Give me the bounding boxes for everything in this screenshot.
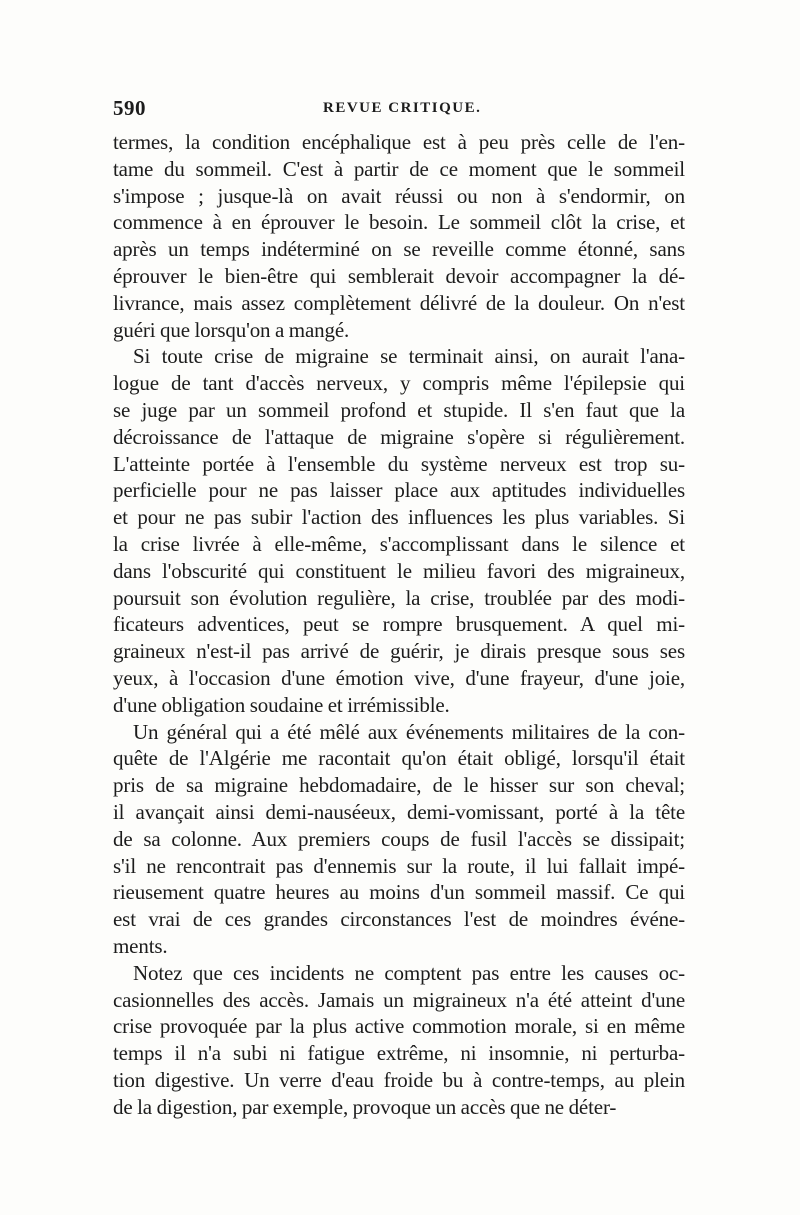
paragraph bbox=[113, 343, 685, 718]
text-line: tion digestive. Un verre d'eau froide bu à contre-temps, au plein bbox=[113, 1067, 685, 1092]
text-line: de sa colonne. Aux premiers coups de fusil l'accès se dissipait; bbox=[113, 826, 685, 851]
text-line: et pour ne pas subir l'action des influences les plus variables. Si bbox=[113, 505, 685, 530]
text-line: L'atteinte portée à l'ensemble du système nerveux est trop su- bbox=[113, 451, 685, 476]
text-line: quête de l'Algérie me racontait qu'on était obligé, lorsqu'il était bbox=[113, 746, 685, 771]
text-line: de la digestion, par exemple, provoque un accès que ne déter- bbox=[113, 1094, 617, 1119]
text-line: commence à en éprouver le besoin. Le sommeil clôt la crise, et bbox=[113, 210, 685, 235]
page-header bbox=[113, 96, 685, 126]
text-line: livrance, mais assez complètement délivré de la douleur. On n'est bbox=[113, 290, 685, 315]
running-title: REVUE CRITIQUE. bbox=[323, 100, 482, 116]
text-line: est vrai de ces grandes circonstances l'est de moindres événe- bbox=[113, 907, 685, 932]
text-line: perficielle pour ne pas laisser place aux aptitudes individuelles bbox=[113, 478, 685, 503]
text-line: se juge par un sommeil profond et stupide. Il s'en faut que la bbox=[113, 397, 685, 422]
text-line: graineux n'est-il pas arrivé de guérir, je dirais presque sous ses bbox=[113, 639, 685, 664]
text-line: dans l'obscurité qui constituent le milieu favori des migraineux, bbox=[113, 558, 685, 583]
text-line: s'il ne rencontrait pas d'ennemis sur la route, il lui fallait impé- bbox=[113, 853, 685, 878]
text-line: crise provoquée par la plus active commotion morale, si en même bbox=[113, 1014, 685, 1039]
text-line: décroissance de l'attaque de migraine s'opère si régulièrement. bbox=[113, 424, 685, 449]
page-number: 590 bbox=[113, 96, 146, 120]
body-text bbox=[113, 129, 685, 1120]
text-line: yeux, à l'occasion d'une émotion vive, d'une frayeur, d'une joie, bbox=[113, 665, 685, 690]
text-line: casionnelles des accès. Jamais un migraineux n'a été atteint d'une bbox=[113, 987, 685, 1012]
text-line: guéri que lorsqu'on a mangé. bbox=[113, 317, 350, 342]
text-line: temps il n'a subi ni fatigue extrême, ni insomnie, ni perturba- bbox=[113, 1041, 685, 1066]
text-line: Notez que ces incidents ne comptent pas entre les causes oc- bbox=[133, 960, 685, 985]
paragraph bbox=[113, 129, 685, 343]
text-line: Si toute crise de migraine se terminait ainsi, on aurait l'ana- bbox=[133, 344, 685, 369]
text-line: éprouver le bien-être qui semblerait devoir accompagner la dé- bbox=[113, 263, 685, 288]
text-line: termes, la condition encéphalique est à peu près celle de l'en- bbox=[113, 130, 685, 154]
text-line: rieusement quatre heures au moins d'un sommeil massif. Ce qui bbox=[113, 880, 685, 905]
text-line: s'impose ; jusque-là on avait réussi ou non à s'endormir, on bbox=[113, 183, 685, 208]
paragraph bbox=[113, 719, 685, 960]
text-line: d'une obligation soudaine et irrémissible. bbox=[113, 692, 450, 717]
text-line: Un général qui a été mêlé aux événements militaires de la con- bbox=[133, 719, 685, 744]
text-line: pris de sa migraine hebdomadaire, de le hisser sur son cheval; bbox=[113, 773, 685, 798]
text-line: ficateurs adventices, peut se rompre brusquement. A quel mi- bbox=[113, 612, 685, 637]
text-line: la crise livrée à elle-même, s'accomplissant dans le silence et bbox=[113, 531, 685, 556]
text-line: il avançait ainsi demi-nauséeux, demi-vomissant, porté à la tête bbox=[113, 799, 685, 824]
paragraph bbox=[113, 960, 685, 1121]
text-line: poursuit son évolution regulière, la crise, troublée par des modi- bbox=[113, 585, 685, 610]
text-line: logue de tant d'accès nerveux, y compris même l'épilepsie qui bbox=[113, 371, 685, 396]
text-line: ments. bbox=[113, 933, 168, 958]
text-line: après un temps indéterminé on se reveille comme étonné, sans bbox=[113, 237, 685, 262]
text-line: tame du sommeil. C'est à partir de ce moment que le sommeil bbox=[113, 156, 685, 181]
